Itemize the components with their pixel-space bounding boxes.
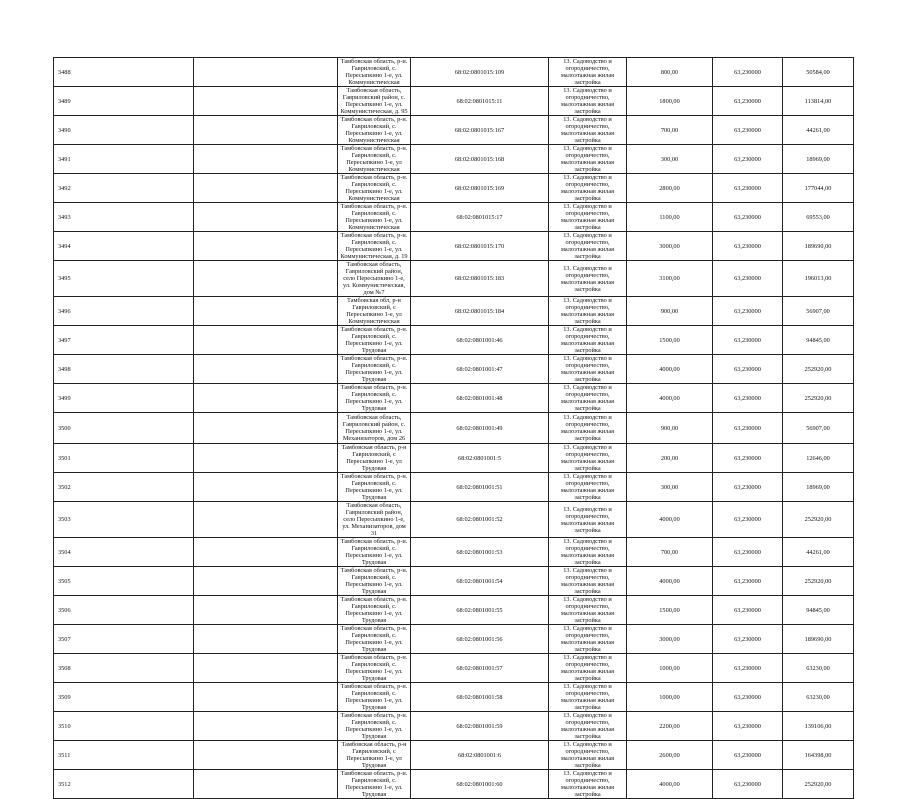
empty-cell xyxy=(194,741,338,770)
cadastral-value-cell: 63230,00 xyxy=(783,654,854,683)
land-use-cell: 13. Садоводство и огородничество, малоэтажная жилая застройка xyxy=(549,58,627,87)
empty-cell xyxy=(194,567,338,596)
empty-cell xyxy=(194,444,338,473)
row-number-cell: 3511 xyxy=(54,741,194,770)
address-cell: Тамбовская область, р-н. Гавриловский, с. Пересыпкино 1-е, ул. Коммунистическая xyxy=(338,58,411,87)
cadastral-value-cell: 177044,00 xyxy=(783,174,854,203)
address-cell: Тамбовская область, р-н. Гавриловский, с. Пересыпкино 1-е, ул. Трудовая xyxy=(338,712,411,741)
address-cell: Тамбовская область, р-н. Гавриловский, с. Пересыпкино 1-е, ул. Трудовая xyxy=(338,683,411,712)
land-use-cell: 13. Садоводство и огородничество, малоэтажная жилая застройка xyxy=(549,87,627,116)
cadastral-value-cell: 44261,00 xyxy=(783,538,854,567)
land-use-cell: 13. Садоводство и огородничество, малоэтажная жилая застройка xyxy=(549,596,627,625)
land-use-cell: 13. Садоводство и огородничество, малоэтажная жилая застройка xyxy=(549,770,627,799)
address-cell: Тамбовская область, р-н. Гавриловский, с. Пересыпкино 1-е, ул. Трудовая xyxy=(338,770,411,799)
area-cell: 1000,00 xyxy=(627,683,713,712)
specific-value-cell: 63,230000 xyxy=(713,770,783,799)
table-row xyxy=(54,538,854,567)
area-cell: 4000,00 xyxy=(627,384,713,413)
table-row xyxy=(54,473,854,502)
cadastral-value-table xyxy=(53,57,854,799)
table-row xyxy=(54,741,854,770)
address-cell: Тамбовская область, р-н. Гавриловский, с. Пересыпкино 1-е, ул. Трудовая xyxy=(338,384,411,413)
cadastral-number-cell: 68:02:0801015:17 xyxy=(411,203,549,232)
row-number-cell: 3500 xyxy=(54,413,194,444)
specific-value-cell: 63,230000 xyxy=(713,174,783,203)
land-use-cell: 13. Садоводство и огородничество, малоэтажная жилая застройка xyxy=(549,326,627,355)
table-row xyxy=(54,502,854,538)
cadastral-value-cell: 44261,00 xyxy=(783,116,854,145)
empty-cell xyxy=(194,384,338,413)
table-row xyxy=(54,384,854,413)
table-row xyxy=(54,326,854,355)
row-number-cell: 3492 xyxy=(54,174,194,203)
cadastral-number-cell: 68:02:0801001:56 xyxy=(411,625,549,654)
address-cell: Тамбовская обл, р-н Гавриловский, с Пересыпкино 1-е, ул Коммунистическая xyxy=(338,297,411,326)
row-number-cell: 3508 xyxy=(54,654,194,683)
table-row xyxy=(54,625,854,654)
cadastral-value-cell: 189690,00 xyxy=(783,232,854,261)
cadastral-value-cell: 164398,00 xyxy=(783,741,854,770)
row-number-cell: 3496 xyxy=(54,297,194,326)
row-number-cell: 3493 xyxy=(54,203,194,232)
table-row xyxy=(54,444,854,473)
address-cell: Тамбовская область, р-н. Гавриловский, с. Пересыпкино 1-е, ул. Трудовая xyxy=(338,473,411,502)
area-cell: 300,00 xyxy=(627,473,713,502)
specific-value-cell: 63,230000 xyxy=(713,145,783,174)
land-use-cell: 13. Садоводство и огородничество, малоэтажная жилая застройка xyxy=(549,413,627,444)
address-cell: Тамбовская область, Гавриловский район, село Пересыпкино 1-е, ул. Коммунистическая, дом №7 xyxy=(338,261,411,297)
specific-value-cell: 63,230000 xyxy=(713,326,783,355)
land-use-cell: 13. Садоводство и огородничество, малоэтажная жилая застройка xyxy=(549,261,627,297)
empty-cell xyxy=(194,625,338,654)
cadastral-number-cell: 68:02:0801015:109 xyxy=(411,58,549,87)
land-use-cell: 13. Садоводство и огородничество, малоэтажная жилая застройка xyxy=(549,683,627,712)
land-use-cell: 13. Садоводство и огородничество, малоэтажная жилая застройка xyxy=(549,741,627,770)
specific-value-cell: 63,230000 xyxy=(713,355,783,384)
table-row xyxy=(54,567,854,596)
land-use-cell: 13. Садоводство и огородничество, малоэтажная жилая застройка xyxy=(549,116,627,145)
area-cell: 4000,00 xyxy=(627,567,713,596)
cadastral-number-cell: 68:02:0801001:49 xyxy=(411,413,549,444)
cadastral-value-cell: 252920,00 xyxy=(783,355,854,384)
address-cell: Тамбовская область, р-н. Гавриловский, с. Пересыпкино 1-е, ул. Коммунистическая xyxy=(338,203,411,232)
land-use-cell: 13. Садоводство и огородничество, малоэтажная жилая застройка xyxy=(549,567,627,596)
row-number-cell: 3505 xyxy=(54,567,194,596)
specific-value-cell: 63,230000 xyxy=(713,203,783,232)
empty-cell xyxy=(194,87,338,116)
cadastral-number-cell: 68:02:0801015:183 xyxy=(411,261,549,297)
land-use-cell: 13. Садоводство и огородничество, малоэтажная жилая застройка xyxy=(549,538,627,567)
specific-value-cell: 63,230000 xyxy=(713,58,783,87)
specific-value-cell: 63,230000 xyxy=(713,683,783,712)
cadastral-number-cell: 68:02:0801001:58 xyxy=(411,683,549,712)
cadastral-value-cell: 69553,00 xyxy=(783,203,854,232)
empty-cell xyxy=(194,596,338,625)
land-use-cell: 13. Садоводство и огородничество, малоэтажная жилая застройка xyxy=(549,174,627,203)
land-use-cell: 13. Садоводство и огородничество, малоэтажная жилая застройка xyxy=(549,203,627,232)
empty-cell xyxy=(194,683,338,712)
table-row xyxy=(54,203,854,232)
land-use-cell: 13. Садоводство и огородничество, малоэтажная жилая застройка xyxy=(549,355,627,384)
specific-value-cell: 63,230000 xyxy=(713,712,783,741)
table-row xyxy=(54,174,854,203)
table-row xyxy=(54,87,854,116)
row-number-cell: 3506 xyxy=(54,596,194,625)
cadastral-number-cell: 68:02:0801001:59 xyxy=(411,712,549,741)
area-cell: 2600,00 xyxy=(627,741,713,770)
row-number-cell: 3510 xyxy=(54,712,194,741)
land-use-cell: 13. Садоводство и огородничество, малоэтажная жилая застройка xyxy=(549,625,627,654)
row-number-cell: 3503 xyxy=(54,502,194,538)
cadastral-value-cell: 94845,00 xyxy=(783,596,854,625)
empty-cell xyxy=(194,413,338,444)
empty-cell xyxy=(194,203,338,232)
cadastral-value-cell: 18969,00 xyxy=(783,473,854,502)
cadastral-number-cell: 68:02:0801015:170 xyxy=(411,232,549,261)
empty-cell xyxy=(194,326,338,355)
row-number-cell: 3501 xyxy=(54,444,194,473)
cadastral-number-cell: 68:02:0801001:60 xyxy=(411,770,549,799)
cadastral-number-cell: 68:02:0801001:47 xyxy=(411,355,549,384)
area-cell: 900,00 xyxy=(627,297,713,326)
area-cell: 800,00 xyxy=(627,58,713,87)
address-cell: Тамбовская область, Гавриловский район, с. Пересыпкино 1-е, ул. Механизаторов, дом 26 xyxy=(338,413,411,444)
row-number-cell: 3502 xyxy=(54,473,194,502)
address-cell: Тамбовская область, р-н. Гавриловский, с. Пересыпкино 1-е, ул Коммунистическая xyxy=(338,145,411,174)
land-use-cell: 13. Садоводство и огородничество, малоэтажная жилая застройка xyxy=(549,444,627,473)
land-use-cell: 13. Садоводство и огородничество, малоэтажная жилая застройка xyxy=(549,384,627,413)
cadastral-value-cell: 113814,00 xyxy=(783,87,854,116)
specific-value-cell: 63,230000 xyxy=(713,87,783,116)
area-cell: 700,00 xyxy=(627,538,713,567)
address-cell: Тамбовская область, Гавриловский район, с. Пересыпкино 1-е, ул. Коммунистическая, д. 95 xyxy=(338,87,411,116)
cadastral-value-cell: 50584,00 xyxy=(783,58,854,87)
area-cell: 2800,00 xyxy=(627,174,713,203)
table-row xyxy=(54,654,854,683)
table-row xyxy=(54,232,854,261)
address-cell: Тамбовская область, р-н. Гавриловский, с. Пересыпкино 1-е, ул. Коммунистическая xyxy=(338,174,411,203)
row-number-cell: 3499 xyxy=(54,384,194,413)
empty-cell xyxy=(194,174,338,203)
table-row xyxy=(54,58,854,87)
empty-cell xyxy=(194,770,338,799)
address-cell: Тамбовская область, р-н. Гавриловский, с. Пересыпкино 1-е, ул. Коммунистическая, д. 19 xyxy=(338,232,411,261)
specific-value-cell: 63,230000 xyxy=(713,567,783,596)
empty-cell xyxy=(194,297,338,326)
row-number-cell: 3491 xyxy=(54,145,194,174)
table-row xyxy=(54,116,854,145)
cadastral-value-cell: 56907,00 xyxy=(783,413,854,444)
area-cell: 700,00 xyxy=(627,116,713,145)
cadastral-number-cell: 68:02:0801001:46 xyxy=(411,326,549,355)
empty-cell xyxy=(194,654,338,683)
specific-value-cell: 63,230000 xyxy=(713,444,783,473)
cadastral-number-cell: 68:02:0801001:55 xyxy=(411,596,549,625)
land-use-cell: 13. Садоводство и огородничество, малоэтажная жилая застройка xyxy=(549,502,627,538)
specific-value-cell: 63,230000 xyxy=(713,654,783,683)
cadastral-number-cell: 68:02:0801001:52 xyxy=(411,502,549,538)
cadastral-number-cell: 68:02:0801015:184 xyxy=(411,297,549,326)
empty-cell xyxy=(194,473,338,502)
address-cell: Тамбовская область, р-н. Гавриловский, с. Пересыпкино 1-е, ул. Трудовая xyxy=(338,625,411,654)
cadastral-number-cell: 68:02:0801001:54 xyxy=(411,567,549,596)
specific-value-cell: 63,230000 xyxy=(713,413,783,444)
land-use-cell: 13. Садоводство и огородничество, малоэтажная жилая застройка xyxy=(549,232,627,261)
cadastral-value-cell: 189690,00 xyxy=(783,625,854,654)
row-number-cell: 3498 xyxy=(54,355,194,384)
address-cell: Тамбовская область, р-н Гавриловский, с Пересыпкино 1-е, ул Трудовая xyxy=(338,741,411,770)
specific-value-cell: 63,230000 xyxy=(713,297,783,326)
cadastral-value-cell: 252920,00 xyxy=(783,770,854,799)
cadastral-value-cell: 18969,00 xyxy=(783,145,854,174)
cadastral-value-cell: 63230,00 xyxy=(783,683,854,712)
table-row xyxy=(54,355,854,384)
area-cell: 3000,00 xyxy=(627,625,713,654)
land-use-cell: 13. Садоводство и огородничество, малоэтажная жилая застройка xyxy=(549,297,627,326)
area-cell: 1000,00 xyxy=(627,654,713,683)
cadastral-value-cell: 94845,00 xyxy=(783,326,854,355)
empty-cell xyxy=(194,502,338,538)
cadastral-number-cell: 68:02:0801015:169 xyxy=(411,174,549,203)
row-number-cell: 3495 xyxy=(54,261,194,297)
empty-cell xyxy=(194,232,338,261)
address-cell: Тамбовская область, р-н. Гавриловский, с. Пересыпкино 1-е, ул. Трудовая xyxy=(338,326,411,355)
area-cell: 1800,00 xyxy=(627,87,713,116)
cadastral-number-cell: 68:02:0801001:48 xyxy=(411,384,549,413)
empty-cell xyxy=(194,116,338,145)
area-cell: 4000,00 xyxy=(627,770,713,799)
row-number-cell: 3490 xyxy=(54,116,194,145)
cadastral-number-cell: 68:02:0801001:6 xyxy=(411,741,549,770)
area-cell: 200,00 xyxy=(627,444,713,473)
cadastral-number-cell: 68:02:0801001:5 xyxy=(411,444,549,473)
table-row xyxy=(54,297,854,326)
row-number-cell: 3489 xyxy=(54,87,194,116)
cadastral-value-cell: 196013,00 xyxy=(783,261,854,297)
area-cell: 2200,00 xyxy=(627,712,713,741)
row-number-cell: 3509 xyxy=(54,683,194,712)
cadastral-number-cell: 68:02:0801001:51 xyxy=(411,473,549,502)
table-row xyxy=(54,683,854,712)
specific-value-cell: 63,230000 xyxy=(713,596,783,625)
empty-cell xyxy=(194,538,338,567)
land-use-cell: 13. Садоводство и огородничество, малоэтажная жилая застройка xyxy=(549,712,627,741)
empty-cell xyxy=(194,261,338,297)
cadastral-number-cell: 68:02:0801015:167 xyxy=(411,116,549,145)
specific-value-cell: 63,230000 xyxy=(713,538,783,567)
land-use-cell: 13. Садоводство и огородничество, малоэтажная жилая застройка xyxy=(549,654,627,683)
address-cell: Тамбовская область, р-н. Гавриловский, с. Пересыпкино 1-е, ул. Трудовая xyxy=(338,538,411,567)
cadastral-value-cell: 139106,00 xyxy=(783,712,854,741)
empty-cell xyxy=(194,58,338,87)
row-number-cell: 3512 xyxy=(54,770,194,799)
table-row xyxy=(54,261,854,297)
specific-value-cell: 63,230000 xyxy=(713,384,783,413)
area-cell: 3100,00 xyxy=(627,261,713,297)
table-body xyxy=(54,58,854,799)
row-number-cell: 3488 xyxy=(54,58,194,87)
address-cell: Тамбовская область, р-н. Гавриловский, с. Пересыпкино 1-е, ул. Трудовая xyxy=(338,596,411,625)
cadastral-number-cell: 68:02:0801015:11 xyxy=(411,87,549,116)
land-use-cell: 13. Садоводство и огородничество, малоэтажная жилая застройка xyxy=(549,473,627,502)
cadastral-value-cell: 12646,00 xyxy=(783,444,854,473)
land-use-cell: 13. Садоводство и огородничество, малоэтажная жилая застройка xyxy=(549,145,627,174)
area-cell: 1500,00 xyxy=(627,326,713,355)
specific-value-cell: 63,230000 xyxy=(713,232,783,261)
table-row xyxy=(54,712,854,741)
row-number-cell: 3497 xyxy=(54,326,194,355)
table-row xyxy=(54,770,854,799)
cadastral-value-cell: 252920,00 xyxy=(783,502,854,538)
empty-cell xyxy=(194,712,338,741)
cadastral-value-cell: 252920,00 xyxy=(783,567,854,596)
empty-cell xyxy=(194,145,338,174)
address-cell: Тамбовская область, Гавриловский район, село Пересыпкино 1-е, ул. Механизаторов, дом 31 xyxy=(338,502,411,538)
address-cell: Тамбовская область, р-н. Гавриловский, с. Пересыпкино 1-е, ул. Трудовая xyxy=(338,355,411,384)
cadastral-value-cell: 252920,00 xyxy=(783,384,854,413)
row-number-cell: 3504 xyxy=(54,538,194,567)
specific-value-cell: 63,230000 xyxy=(713,502,783,538)
cadastral-number-cell: 68:02:0801015:168 xyxy=(411,145,549,174)
specific-value-cell: 63,230000 xyxy=(713,261,783,297)
specific-value-cell: 63,230000 xyxy=(713,741,783,770)
area-cell: 4000,00 xyxy=(627,502,713,538)
area-cell: 1500,00 xyxy=(627,596,713,625)
area-cell: 1100,00 xyxy=(627,203,713,232)
address-cell: Тамбовская область, р-н Гавриловский, с Пересыпкино 1-е, ул Трудовая xyxy=(338,444,411,473)
area-cell: 3000,00 xyxy=(627,232,713,261)
area-cell: 900,00 xyxy=(627,413,713,444)
address-cell: Тамбовская область, р-н. Гавриловский, с. Пересыпкино 1-е, ул. Трудовая xyxy=(338,654,411,683)
area-cell: 4000,00 xyxy=(627,355,713,384)
row-number-cell: 3507 xyxy=(54,625,194,654)
row-number-cell: 3494 xyxy=(54,232,194,261)
table-row xyxy=(54,413,854,444)
cadastral-value-cell: 56907,00 xyxy=(783,297,854,326)
specific-value-cell: 63,230000 xyxy=(713,116,783,145)
cadastral-number-cell: 68:02:0801001:57 xyxy=(411,654,549,683)
specific-value-cell: 63,230000 xyxy=(713,625,783,654)
empty-cell xyxy=(194,355,338,384)
area-cell: 300,00 xyxy=(627,145,713,174)
specific-value-cell: 63,230000 xyxy=(713,473,783,502)
address-cell: Тамбовская область, р-н. Гавриловский, с. Пересыпкино 1-е, ул. Трудовая xyxy=(338,567,411,596)
cadastral-number-cell: 68:02:0801001:53 xyxy=(411,538,549,567)
address-cell: Тамбовская область, р-н. Гавриловский, с. Пересыпкино 1-е, ул. Коммунистическая xyxy=(338,116,411,145)
table-row xyxy=(54,596,854,625)
table-row xyxy=(54,145,854,174)
